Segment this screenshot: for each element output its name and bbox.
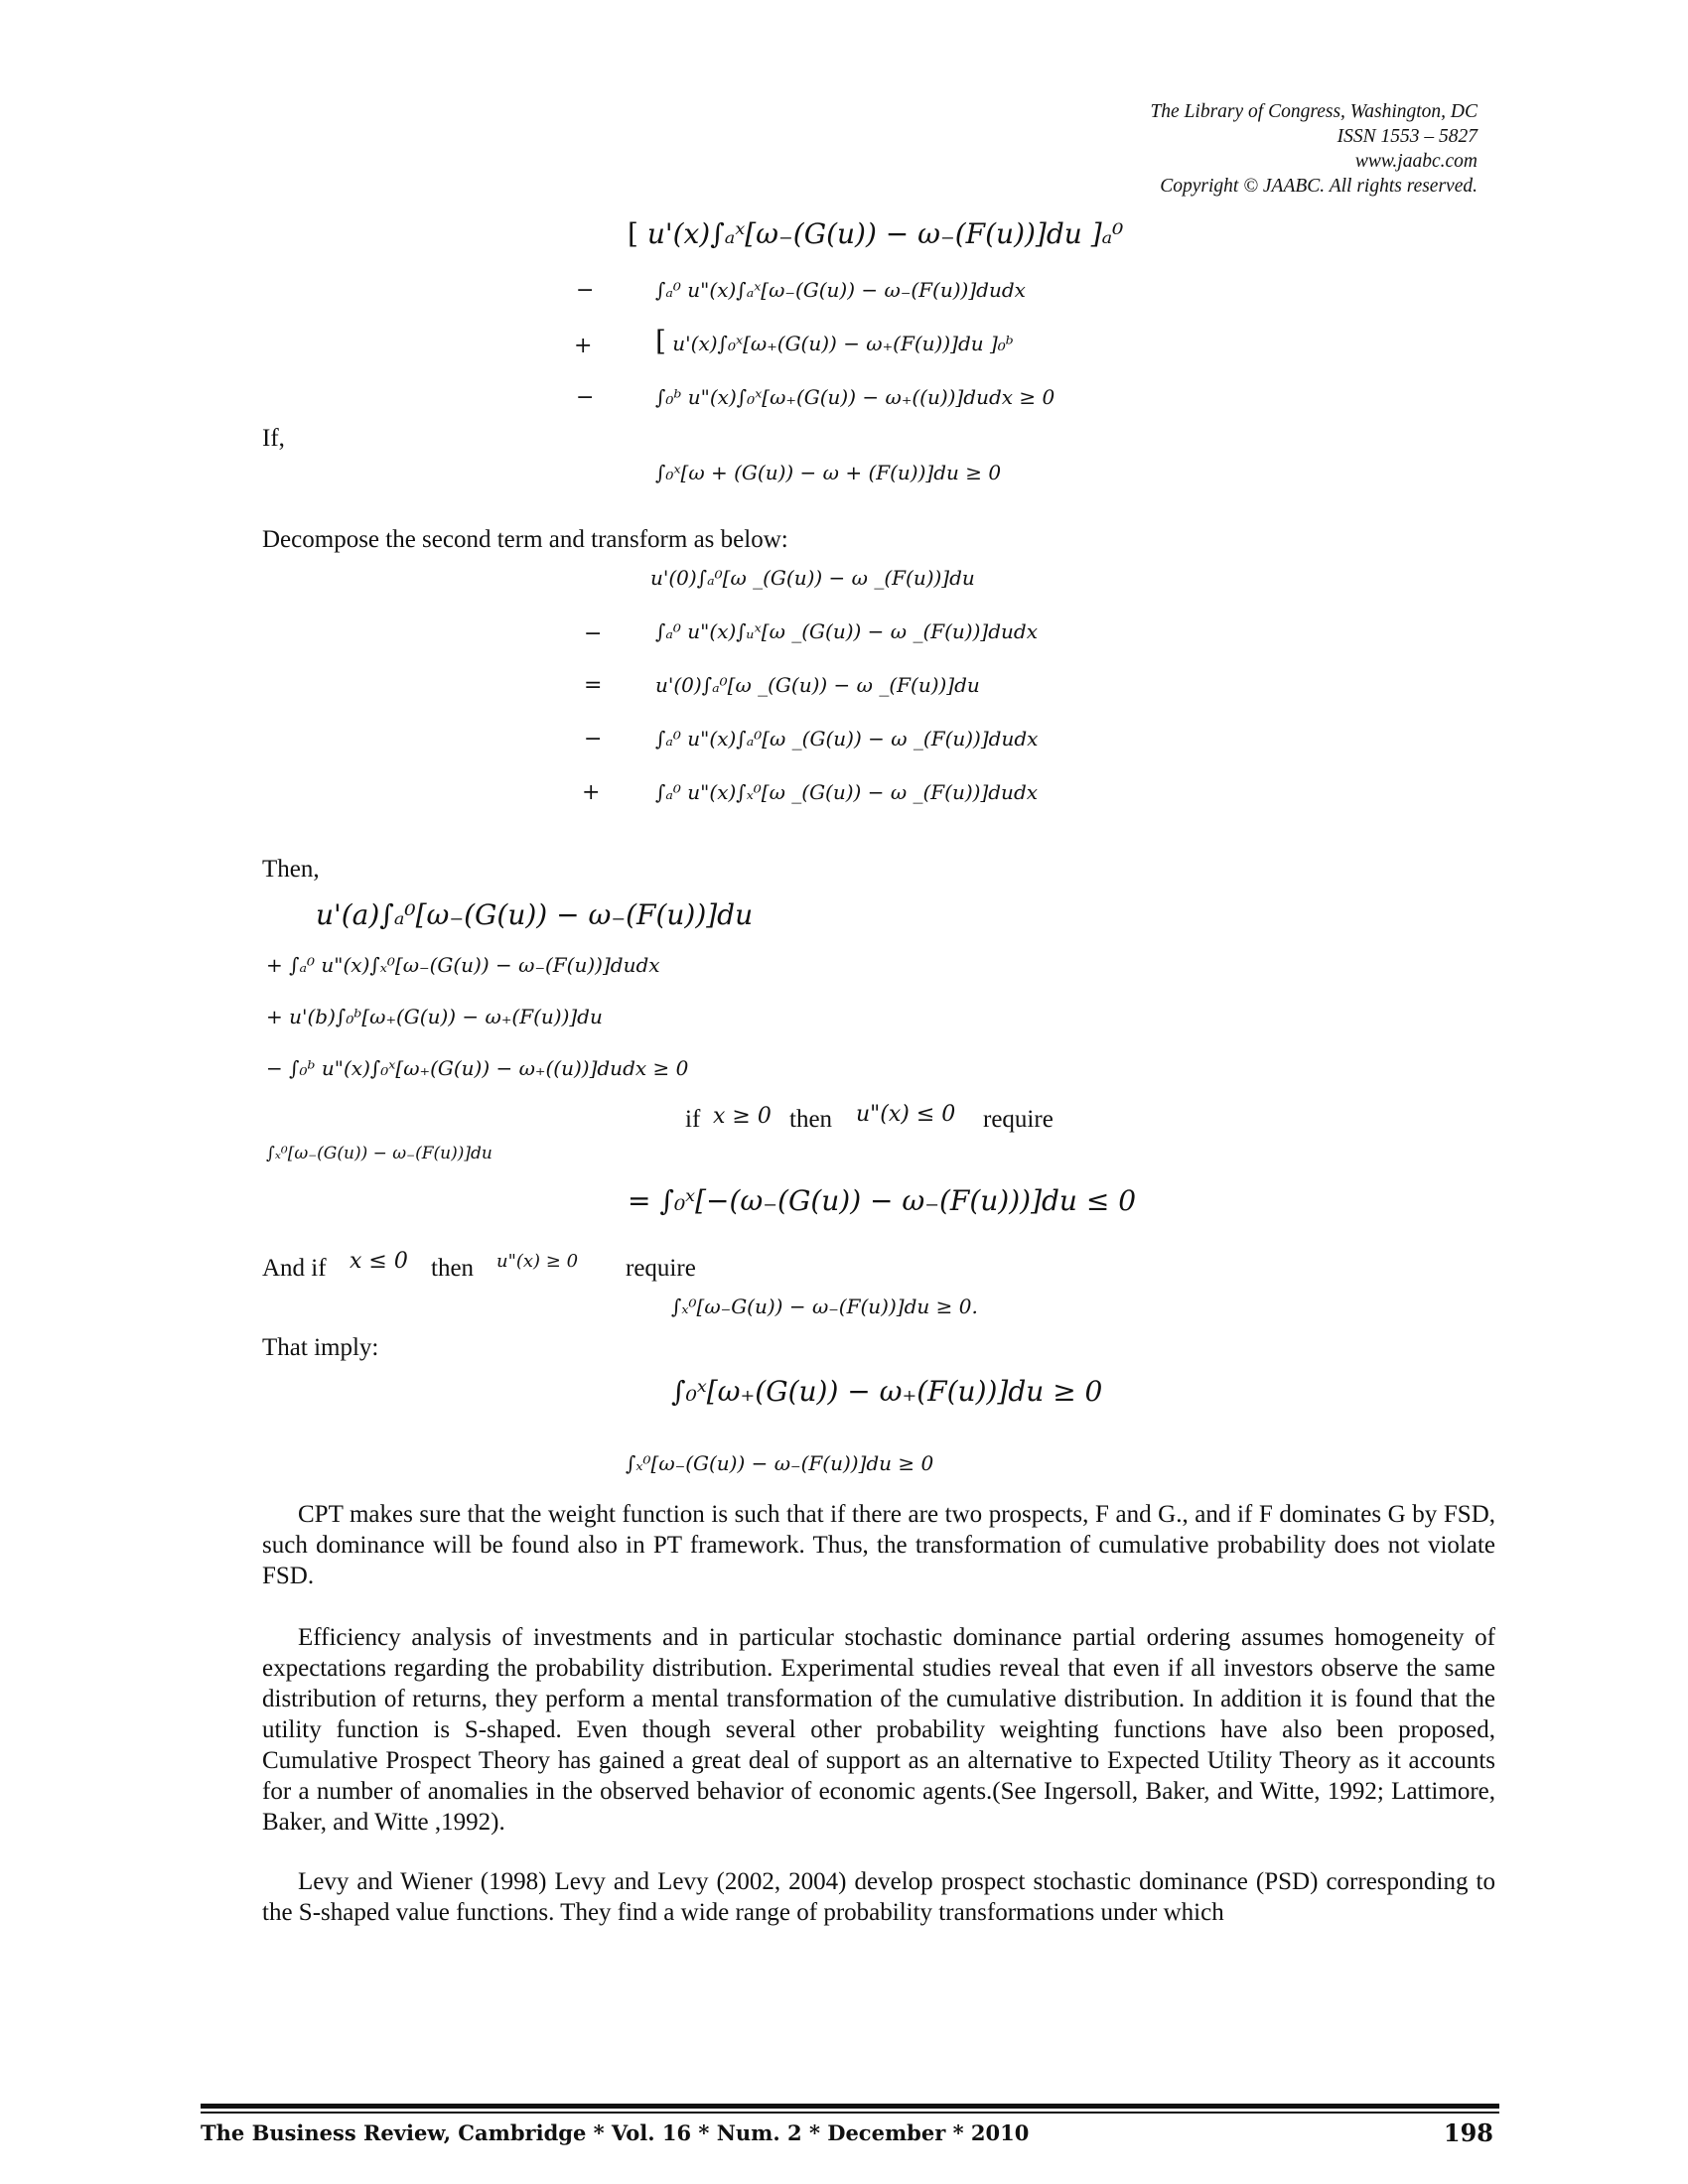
paragraph-1: CPT makes sure that the weight function is such that if there are two prospects, F and G., and if F dominates G by FSD, such dominance will be found also in PT framework. Thus, the transformation of cumulative probability does not violate FSD.	[262, 1501, 1495, 1589]
equation-3-line-2: + ∫ₐ⁰ u"(x)∫ₓ⁰[ω₋(G(u)) − ω₋(F(u))]dudx	[266, 953, 660, 977]
equation-1-line-1: [ u'(x)∫ₐˣ[ω₋(G(u)) − ω₋(F(u))]du ]ₐ⁰	[628, 217, 1124, 250]
equation-3-line-4: − ∫₀ᵇ u"(x)∫₀ˣ[ω₊(G(u)) − ω₊((u))]dudx ≥ 0	[266, 1056, 689, 1080]
equation-imply-2: ∫ₓ⁰[ω₋(G(u)) − ω₋(F(u))]du ≥ 0	[626, 1451, 934, 1475]
operator-minus: −	[584, 621, 603, 646]
equation-3-line-1: u'(a)∫ₐ⁰[ω₋(G(u)) − ω₋(F(u))]du	[316, 898, 754, 931]
equation-2-line-3: u'(0)∫ₐ⁰[ω _(G(u)) − ω _(F(u))]du	[655, 673, 980, 697]
text-if: If,	[262, 425, 285, 452]
condition-2-and-if: And if	[262, 1255, 327, 1282]
equation-2-line-5: ∫ₐ⁰ u"(x)∫ₓ⁰[ω _(G(u)) − ω _(F(u))]dudx	[655, 780, 1039, 804]
footer-journal: The Business Review, Cambridge * Vol. 16 * Num. 2 * December * 2010	[201, 2120, 1030, 2145]
condition-2-derivative: u"(x) ≥ 0	[496, 1251, 579, 1272]
equation-c2: ∫ₓ⁰[ω₋G(u)) − ω₋(F(u))]du ≥ 0.	[671, 1295, 978, 1318]
text-that-imply: That imply:	[262, 1334, 379, 1361]
equation-2-line-4: ∫ₐ⁰ u"(x)∫ₐ⁰[ω _(G(u)) − ω _(F(u))]dudx	[655, 727, 1039, 751]
condition-2-x: x ≤ 0	[350, 1249, 408, 1274]
equation-1-line-4: ∫₀ᵇ u"(x)∫₀ˣ[ω₊(G(u)) − ω₊((u))]dudx ≥ 0	[655, 385, 1055, 409]
condition-1-if: if	[685, 1106, 701, 1133]
equation-3-line-3: + u'(b)∫₀ᵇ[ω₊(G(u)) − ω₊(F(u))]du	[266, 1005, 603, 1028]
paragraph-3: Levy and Wiener (1998) Levy and Levy (2002, 2004) develop prospect stochastic dominance (PSD) corresponding to the S-shaped value functions. They find a wide range of probability transformations under which	[262, 1868, 1495, 1926]
condition-1-x: x ≥ 0	[713, 1104, 772, 1129]
page-number: 198	[1443, 2118, 1493, 2147]
operator-minus: −	[576, 278, 595, 303]
condition-2-then: then	[431, 1255, 475, 1282]
equation-c1-a: ∫ₓ⁰[ω₋(G(u)) − ω₋(F(u))]du	[266, 1144, 492, 1163]
operator-minus: −	[576, 385, 595, 410]
equation-imply-1: ∫₀ˣ[ω₊(G(u)) − ω₊(F(u))]du ≥ 0	[671, 1375, 1103, 1408]
text-decompose: Decompose the second term and transform as below:	[262, 526, 788, 553]
condition-1-derivative: u"(x) ≤ 0	[856, 1102, 956, 1127]
equation-1-line-2: ∫ₐ⁰ u"(x)∫ₐˣ[ω₋(G(u)) − ω₋(F(u))]dudx	[655, 278, 1026, 302]
footer-rule-thin	[201, 2112, 1499, 2114]
paragraph-2: Efficiency analysis of investments and in particular stochastic dominance partial ordering assumes homogeneity of expectations regarding the probability distribution. Experimental studies reveal that even if all investors observe the same distribution of returns, they perform a mental transformation of the cumulative distribution. In addition it is found that the utility function is S-shaped. Even though several other probability weighting functions have also been proposed, Cumulative Prospect Theory has gained a great deal of support as an alternative to Expected Utility Theory as it accounts for a number of anomalies in the observed behavior of economic agents.(See Ingersoll, Baker, and Witte, 1992; Lattimore, Baker, and Witte ,1992).	[262, 1624, 1495, 1836]
journal-header	[1150, 99, 1477, 199]
condition-2-require: require	[626, 1255, 696, 1282]
condition-1-require: require	[983, 1106, 1054, 1133]
header-line-4: Copyright © JAABC. All rights reserved.	[1160, 176, 1477, 197]
header-line-2: ISSN 1553 – 5827	[1336, 126, 1477, 147]
equation-2-line-2: ∫ₐ⁰ u"(x)∫ᵤˣ[ω _(G(u)) − ω _(F(u))]dudx	[655, 619, 1038, 643]
operator-plus: +	[582, 780, 601, 805]
operator-plus: +	[574, 334, 593, 358]
equation-if: ∫₀ˣ[ω + (G(u)) − ω + (F(u))]du ≥ 0	[655, 461, 1002, 484]
operator-minus: −	[584, 727, 603, 751]
header-line-3: www.jaabc.com	[1354, 151, 1477, 172]
equation-1-line-3: [ u'(x)∫₀ˣ[ω₊(G(u)) − ω₊(F(u))]du ]₀ᵇ	[655, 325, 1014, 357]
text-then: Then,	[262, 856, 320, 883]
equation-2-line-1: u'(0)∫ₐ⁰[ω _(G(u)) − ω _(F(u))]du	[650, 566, 975, 590]
header-line-1: The Library of Congress, Washington, DC	[1150, 101, 1477, 122]
footer-rule-thick	[201, 2104, 1499, 2109]
equation-c1-b: = ∫₀ˣ[−(ω₋(G(u)) − ω₋(F(u)))]du ≤ 0	[628, 1184, 1137, 1217]
condition-1-then: then	[789, 1106, 833, 1133]
operator-equals: =	[584, 673, 603, 698]
